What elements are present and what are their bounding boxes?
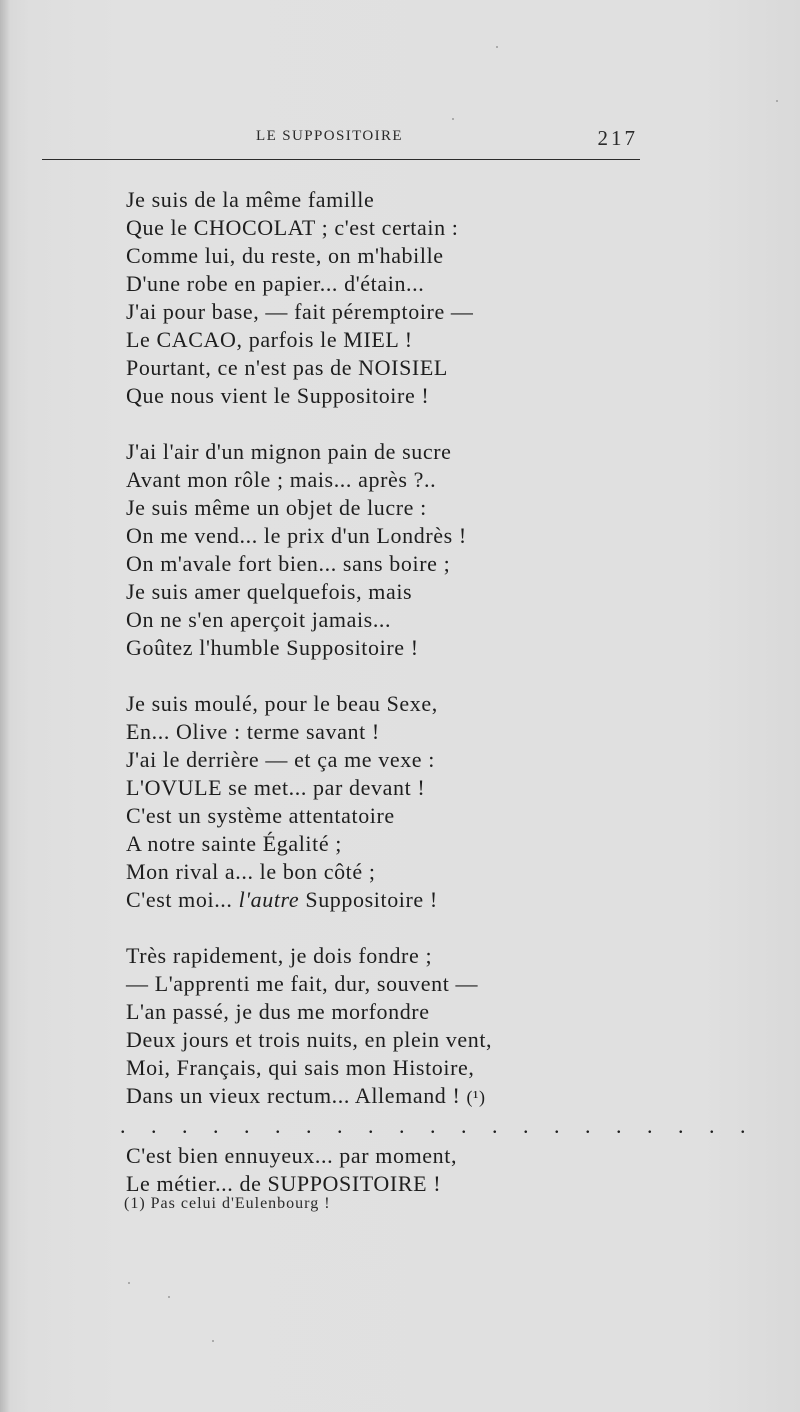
- verse-line: Moi, Français, qui sais mon Histoire,: [126, 1055, 475, 1080]
- verse-line: On m'avale fort bien... sans boire ;: [126, 551, 451, 576]
- verse-line: Très rapidement, je dois fondre ;: [126, 943, 433, 968]
- verse-line: Je suis moulé, pour le beau Sexe,: [126, 691, 438, 716]
- page-header: [42, 126, 640, 150]
- verse-line: L'OVULE se met... par devant !: [126, 775, 426, 800]
- stanza-4: [120, 942, 756, 1198]
- verse-line: Le CACAO, parfois le MIEL !: [126, 327, 413, 352]
- verse-line: Comme lui, du reste, on m'habille: [126, 243, 444, 268]
- verse-line: Que nous vient le Suppositoire !: [126, 383, 430, 408]
- verse-text: Dans un vieux rectum... Allemand !: [126, 1083, 461, 1108]
- verse-line: Le métier... de SUPPOSITOIRE !: [126, 1171, 442, 1196]
- verse-line: Que le CHOCOLAT ; c'est certain :: [126, 215, 459, 240]
- stanza-3: [126, 690, 566, 914]
- verse-text: C'est moi...: [126, 887, 233, 912]
- header-rule: [42, 159, 640, 160]
- italic-word: l'autre: [238, 887, 300, 912]
- verse-line: Pourtant, ce n'est pas de NOISIEL: [126, 355, 448, 380]
- verse-line: C'est bien ennuyeux... par moment,: [126, 1143, 458, 1168]
- page-gutter-shadow: [0, 0, 10, 1412]
- verse-line: A notre sainte Égalité ;: [126, 831, 343, 856]
- page-number: 217: [597, 126, 638, 150]
- footnote-reference: (¹): [466, 1087, 486, 1107]
- verse-line: [126, 1082, 566, 1110]
- verse-line: Deux jours et trois nuits, en plein vent,: [126, 1027, 493, 1052]
- running-title: LE SUPPOSITOIRE: [256, 128, 403, 144]
- verse-line: J'ai l'air d'un mignon pain de sucre: [126, 439, 452, 464]
- verse-text: Suppositoire !: [305, 887, 438, 912]
- verse-line: En... Olive : terme savant !: [126, 719, 380, 744]
- verse-line: J'ai pour base, — fait péremptoire —: [126, 299, 474, 324]
- ellipsis-row: . . . . . . . . . . . . . . . . . . . . .: [120, 1113, 756, 1138]
- verse-line: C'est un système attentatoire: [126, 803, 395, 828]
- stanza-1: [126, 186, 566, 410]
- verse-line: D'une robe en papier... d'étain...: [126, 271, 425, 296]
- verse-line: Je suis même un objet de lucre :: [126, 495, 427, 520]
- stanza-2: [126, 438, 566, 662]
- verse-line: J'ai le derrière — et ça me vexe :: [126, 747, 435, 772]
- verse-line: Avant mon rôle ; mais... après ?..: [126, 467, 437, 492]
- verse-line: On ne s'en aperçoit jamais...: [126, 607, 392, 632]
- verse-line: Je suis de la même famille: [126, 187, 375, 212]
- verse-line: Je suis amer quelquefois, mais: [126, 579, 413, 604]
- poem: [120, 186, 756, 1226]
- footnote: (1) Pas celui d'Eulenbourg !: [124, 1195, 331, 1212]
- verse-line: — L'apprenti me fait, dur, souvent —: [126, 971, 479, 996]
- verse-line: [126, 886, 566, 914]
- verse-line: Goûtez l'humble Suppositoire !: [126, 635, 419, 660]
- verse-line: On me vend... le prix d'un Londrès !: [126, 523, 467, 548]
- verse-line: L'an passé, je dus me morfondre: [126, 999, 430, 1024]
- verse-line: Mon rival a... le bon côté ;: [126, 859, 376, 884]
